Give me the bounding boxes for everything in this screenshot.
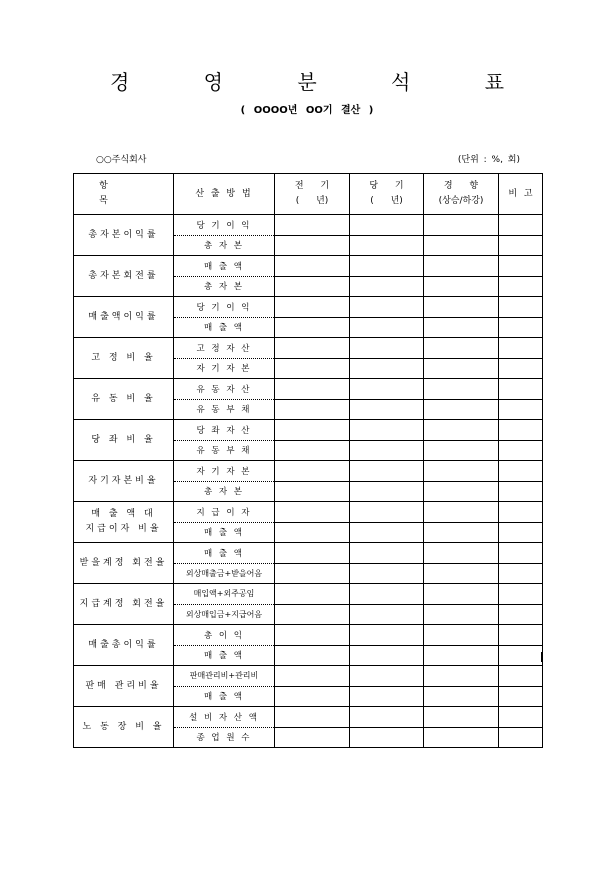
value-current-term[interactable]	[350, 317, 424, 338]
value-note[interactable]	[499, 522, 543, 543]
method-numerator: 설 비 자 산 액	[174, 707, 275, 728]
value-previous-term[interactable]	[275, 338, 350, 359]
value-note[interactable]	[499, 604, 543, 625]
value-note[interactable]	[499, 625, 543, 646]
value-current-term[interactable]	[350, 235, 424, 256]
ratio-item-label: 유 동 비 율	[91, 393, 156, 404]
value-trend[interactable]	[424, 235, 499, 256]
header-previous-term	[275, 174, 350, 215]
value-current-term[interactable]	[350, 481, 424, 502]
value-note[interactable]	[499, 276, 543, 297]
value-trend[interactable]	[424, 461, 499, 482]
value-note[interactable]	[499, 707, 543, 728]
value-previous-term[interactable]	[275, 727, 350, 748]
ratio-item-label: 매출액이익률	[88, 311, 159, 322]
value-note[interactable]	[499, 543, 543, 564]
value-previous-term[interactable]	[275, 563, 350, 584]
value-current-term[interactable]	[350, 584, 424, 605]
method-numerator: 유 동 자 산	[174, 379, 275, 400]
value-previous-term[interactable]	[275, 399, 350, 420]
value-note[interactable]	[499, 727, 543, 748]
value-current-term[interactable]	[350, 276, 424, 297]
value-trend[interactable]	[424, 563, 499, 584]
ratio-item-name	[74, 543, 174, 584]
value-current-term[interactable]	[350, 338, 424, 359]
ratio-item-name	[74, 461, 174, 502]
ratio-row	[74, 215, 543, 236]
value-current-term[interactable]	[350, 686, 424, 707]
method-numerator: 매 출 액	[174, 256, 275, 277]
value-previous-term[interactable]	[275, 256, 350, 277]
value-trend[interactable]	[424, 358, 499, 379]
value-current-term[interactable]	[350, 502, 424, 523]
ratio-item-label: 당 좌 비 율	[91, 434, 156, 445]
value-note[interactable]	[499, 686, 543, 707]
value-trend[interactable]	[424, 543, 499, 564]
header-previous-term-label: 전 기	[294, 181, 330, 191]
value-note[interactable]	[499, 563, 543, 584]
method-numerator: 당 좌 자 산	[174, 420, 275, 441]
ratio-item-name	[74, 256, 174, 297]
header-method: 산 출 방 법	[174, 174, 275, 215]
value-previous-term[interactable]	[275, 276, 350, 297]
header-trend-direction: (상승/하강)	[438, 196, 484, 206]
method-numerator: 판매관리비+관리비	[174, 666, 275, 687]
value-previous-term[interactable]	[275, 461, 350, 482]
value-current-term[interactable]	[350, 645, 424, 666]
ratio-item-label-line2: 지급이자 비율	[85, 524, 162, 534]
value-current-term[interactable]	[350, 543, 424, 564]
ratio-row	[74, 666, 543, 687]
value-trend[interactable]	[424, 604, 499, 625]
value-note[interactable]	[499, 297, 543, 318]
method-numerator: 당 기 이 익	[174, 297, 275, 318]
value-note[interactable]	[499, 215, 543, 236]
ratio-item-name	[74, 420, 174, 461]
value-current-term[interactable]	[350, 440, 424, 461]
value-previous-term[interactable]	[275, 604, 350, 625]
unit-note: (단위 : %, 회)	[457, 155, 520, 165]
ratio-item-label: 총자본회전률	[88, 270, 159, 281]
ratio-item-name	[74, 502, 174, 543]
value-previous-term[interactable]	[275, 645, 350, 666]
value-previous-term[interactable]	[275, 666, 350, 687]
header-current-term	[350, 174, 424, 215]
method-denominator: 외상매입금+지급어음	[174, 604, 275, 625]
ratio-row	[74, 420, 543, 441]
ratio-row	[74, 379, 543, 400]
ratio-item-label: 매 출 액 대	[91, 509, 156, 519]
header-item: 항 목	[74, 174, 174, 215]
header-previous-term-year: ( 년)	[295, 196, 329, 206]
ratio-item-name	[74, 215, 174, 256]
ratio-item-label: 받을계정 회전율	[79, 557, 168, 568]
ratio-row	[74, 256, 543, 277]
value-trend[interactable]	[424, 297, 499, 318]
ratio-item-label: 지급계정 회전율	[79, 598, 168, 609]
value-note[interactable]	[499, 420, 543, 441]
method-denominator: 매 출 액	[174, 317, 275, 338]
method-denominator: 총 자 본	[174, 481, 275, 502]
value-previous-term[interactable]	[275, 317, 350, 338]
ratio-row	[74, 338, 543, 359]
value-note[interactable]	[499, 399, 543, 420]
value-previous-term[interactable]	[275, 686, 350, 707]
ratio-row	[74, 707, 543, 728]
value-current-term[interactable]	[350, 625, 424, 646]
method-numerator: 매 출 액	[174, 543, 275, 564]
header-current-term-label: 당 기	[369, 181, 404, 191]
value-previous-term[interactable]	[275, 440, 350, 461]
ratio-row	[74, 584, 543, 605]
method-denominator: 매 출 액	[174, 645, 275, 666]
value-note[interactable]	[499, 338, 543, 359]
value-trend[interactable]	[424, 420, 499, 441]
analysis-table	[73, 173, 543, 748]
value-previous-term[interactable]	[275, 481, 350, 502]
company-name: ○○주식회사	[96, 155, 147, 165]
value-trend[interactable]	[424, 522, 499, 543]
value-trend[interactable]	[424, 379, 499, 400]
ratio-item-name	[74, 584, 174, 625]
value-trend[interactable]	[424, 584, 499, 605]
value-trend[interactable]	[424, 645, 499, 666]
value-note[interactable]	[499, 461, 543, 482]
value-trend[interactable]	[424, 338, 499, 359]
method-denominator: 매 출 액	[174, 522, 275, 543]
value-trend[interactable]	[424, 707, 499, 728]
value-note[interactable]	[499, 666, 543, 687]
value-note[interactable]	[499, 235, 543, 256]
value-previous-term[interactable]	[275, 297, 350, 318]
value-current-term[interactable]	[350, 522, 424, 543]
ratio-item-label: 판매 관리비율	[85, 680, 162, 691]
ratio-row	[74, 543, 543, 564]
header-note: 비 고	[499, 174, 543, 215]
table-body	[74, 215, 543, 748]
method-denominator: 매 출 액	[174, 686, 275, 707]
ratio-item-name	[74, 666, 174, 707]
ratio-item-name	[74, 625, 174, 666]
value-trend[interactable]	[424, 727, 499, 748]
value-trend[interactable]	[424, 666, 499, 687]
header-row	[74, 174, 543, 215]
value-previous-term[interactable]	[275, 584, 350, 605]
value-current-term[interactable]	[350, 666, 424, 687]
ratio-item-name	[74, 707, 174, 748]
ratio-row	[74, 625, 543, 646]
value-current-term[interactable]	[350, 399, 424, 420]
value-previous-term[interactable]	[275, 358, 350, 379]
ratio-item-name	[74, 338, 174, 379]
value-previous-term[interactable]	[275, 543, 350, 564]
value-trend[interactable]	[424, 215, 499, 236]
value-current-term[interactable]	[350, 707, 424, 728]
value-trend[interactable]	[424, 502, 499, 523]
header-current-term-year: ( 년)	[370, 196, 403, 206]
margin-mark	[541, 652, 543, 662]
value-note[interactable]	[499, 256, 543, 277]
value-trend[interactable]	[424, 686, 499, 707]
value-current-term[interactable]	[350, 215, 424, 236]
value-trend[interactable]	[424, 399, 499, 420]
value-trend[interactable]	[424, 440, 499, 461]
value-note[interactable]	[499, 584, 543, 605]
value-previous-term[interactable]	[275, 625, 350, 646]
value-note[interactable]	[499, 481, 543, 502]
value-current-term[interactable]	[350, 379, 424, 400]
value-current-term[interactable]	[350, 297, 424, 318]
method-numerator: 총 이 익	[174, 625, 275, 646]
ratio-item-label: 총자본이익률	[88, 229, 159, 240]
method-denominator: 외상매출금+받을어음	[174, 563, 275, 584]
method-numerator: 지 급 이 자	[174, 502, 275, 523]
value-current-term[interactable]	[350, 256, 424, 277]
method-denominator: 총 자 본	[174, 235, 275, 256]
value-current-term[interactable]	[350, 604, 424, 625]
value-current-term[interactable]	[350, 563, 424, 584]
value-previous-term[interactable]	[275, 707, 350, 728]
method-denominator: 자 기 자 본	[174, 358, 275, 379]
value-note[interactable]	[499, 358, 543, 379]
value-current-term[interactable]	[350, 420, 424, 441]
value-note[interactable]	[499, 502, 543, 523]
ratio-item-label: 고 정 비 율	[91, 352, 156, 363]
ratio-item-label: 매출총이익률	[88, 639, 159, 650]
value-trend[interactable]	[424, 317, 499, 338]
value-previous-term[interactable]	[275, 502, 350, 523]
value-note[interactable]	[499, 379, 543, 400]
ratio-item-name	[74, 379, 174, 420]
value-current-term[interactable]	[350, 727, 424, 748]
method-numerator: 당 기 이 익	[174, 215, 275, 236]
page-title: 경 영 분 석 표	[109, 70, 539, 94]
method-denominator: 종 업 원 수	[174, 727, 275, 748]
ratio-item-name	[74, 297, 174, 338]
method-numerator: 자 기 자 본	[174, 461, 275, 482]
ratio-item-label: 자기자본비율	[88, 475, 159, 486]
ratio-item-label: 노 동 장 비 율	[82, 721, 165, 732]
method-numerator: 매입액+외주공임	[174, 584, 275, 605]
value-previous-term[interactable]	[275, 235, 350, 256]
method-numerator: 고 정 자 산	[174, 338, 275, 359]
value-current-term[interactable]	[350, 461, 424, 482]
value-current-term[interactable]	[350, 358, 424, 379]
ratio-row	[74, 297, 543, 318]
value-trend[interactable]	[424, 481, 499, 502]
value-note[interactable]	[499, 440, 543, 461]
settlement-subtitle: ( OOOO년 OO기 결산 )	[240, 105, 374, 116]
method-denominator: 총 자 본	[174, 276, 275, 297]
value-previous-term[interactable]	[275, 215, 350, 236]
method-denominator: 유 동 부 채	[174, 440, 275, 461]
method-denominator: 유 동 부 채	[174, 399, 275, 420]
value-previous-term[interactable]	[275, 420, 350, 441]
value-note[interactable]	[499, 645, 543, 666]
value-trend[interactable]	[424, 256, 499, 277]
ratio-row	[74, 461, 543, 482]
value-trend[interactable]	[424, 276, 499, 297]
value-previous-term[interactable]	[275, 522, 350, 543]
value-previous-term[interactable]	[275, 379, 350, 400]
header-trend	[424, 174, 499, 215]
ratio-row	[74, 502, 543, 523]
header-trend-label: 경 향	[443, 181, 479, 191]
value-note[interactable]	[499, 317, 543, 338]
value-trend[interactable]	[424, 625, 499, 646]
